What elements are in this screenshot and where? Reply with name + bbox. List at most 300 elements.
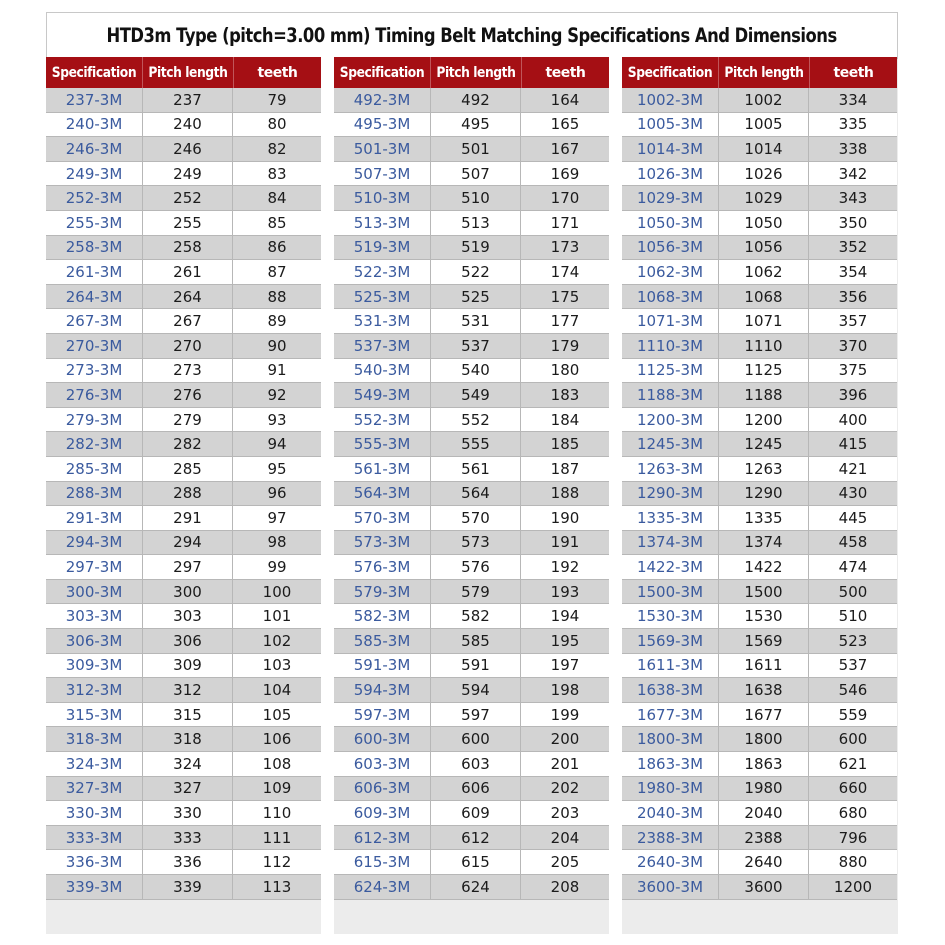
spec-cell[interactable]: 1245-3M xyxy=(622,432,719,456)
spec-cell[interactable]: 579-3M xyxy=(334,580,431,604)
teeth-cell: 89 xyxy=(267,312,287,331)
spec-cell[interactable]: 300-3M xyxy=(46,580,143,604)
table-row xyxy=(46,703,321,728)
spec-cell[interactable]: 1110-3M xyxy=(622,334,719,358)
table-row xyxy=(334,260,609,285)
spec-cell[interactable]: 1569-3M xyxy=(622,629,719,653)
spec-cell[interactable]: 288-3M xyxy=(46,482,143,506)
spec-cell[interactable]: 1800-3M xyxy=(622,727,719,751)
teeth-cell: 169 xyxy=(550,164,580,183)
pitch-length-cell: 513 xyxy=(431,211,521,235)
spec-cell[interactable]: 282-3M xyxy=(46,432,143,456)
pitch-length-cell: 255 xyxy=(143,211,233,235)
spec-cell[interactable]: 615-3M xyxy=(334,850,431,874)
pitch-length-cell: 537 xyxy=(431,334,521,358)
table-row xyxy=(622,211,897,236)
teeth-cell: 183 xyxy=(550,385,580,404)
pitch-length-cell: 1638 xyxy=(719,678,809,702)
spec-cell[interactable]: 1422-3M xyxy=(622,555,719,579)
pitch-length-cell: 525 xyxy=(431,285,521,309)
spec-cell[interactable]: 327-3M xyxy=(46,777,143,801)
table-row xyxy=(46,408,321,433)
spec-cell[interactable]: 537-3M xyxy=(334,334,431,358)
teeth-cell: 1200 xyxy=(833,877,873,896)
spec-cell[interactable]: 270-3M xyxy=(46,334,143,358)
pitch-length-cell: 237 xyxy=(143,88,233,112)
spec-cell[interactable]: 1290-3M xyxy=(622,482,719,506)
pitch-length-cell: 576 xyxy=(431,555,521,579)
spec-cell[interactable]: 315-3M xyxy=(46,703,143,727)
spec-cell[interactable]: 294-3M xyxy=(46,531,143,555)
spec-cell[interactable]: 1029-3M xyxy=(622,186,719,210)
teeth-cell: 111 xyxy=(262,828,292,847)
spec-cell[interactable]: 279-3M xyxy=(46,408,143,432)
pitch-length-cell: 240 xyxy=(143,113,233,137)
pitch-length-cell: 1062 xyxy=(719,260,809,284)
pitch-length-cell: 1029 xyxy=(719,186,809,210)
spec-cell[interactable]: 540-3M xyxy=(334,359,431,383)
pitch-length-cell: 612 xyxy=(431,826,521,850)
pitch-length-cell: 531 xyxy=(431,309,521,333)
spec-cell[interactable]: 249-3M xyxy=(46,162,143,186)
teeth-cell: 90 xyxy=(267,336,287,355)
pitch-length-cell: 318 xyxy=(143,727,233,751)
teeth-cell: 537 xyxy=(838,656,868,675)
teeth-cell: 198 xyxy=(550,681,580,700)
spec-cell[interactable]: 246-3M xyxy=(46,137,143,161)
spec-cell[interactable]: 306-3M xyxy=(46,629,143,653)
pitch-length-cell: 312 xyxy=(143,678,233,702)
header-cell xyxy=(334,57,431,88)
table-row xyxy=(622,359,897,384)
pitch-length-cell: 1005 xyxy=(719,113,809,137)
pitch-length-cell: 615 xyxy=(431,850,521,874)
teeth-cell: 113 xyxy=(262,877,292,896)
spec-cell[interactable]: 1200-3M xyxy=(622,408,719,432)
table-row xyxy=(46,826,321,851)
pitch-length-cell: 267 xyxy=(143,309,233,333)
table-row xyxy=(622,678,897,703)
table-row xyxy=(622,383,897,408)
table-row xyxy=(46,162,321,187)
spec-cell[interactable]: 1638-3M xyxy=(622,678,719,702)
table-header xyxy=(622,57,897,88)
spec-cell[interactable]: 264-3M xyxy=(46,285,143,309)
pitch-length-cell: 1677 xyxy=(719,703,809,727)
spec-cell[interactable]: 312-3M xyxy=(46,678,143,702)
spec-cell[interactable]: 1188-3M xyxy=(622,383,719,407)
spec-cell[interactable]: 291-3M xyxy=(46,506,143,530)
teeth-cell: 174 xyxy=(550,262,580,281)
spec-cell[interactable]: 2640-3M xyxy=(622,850,719,874)
spec-cell[interactable]: 531-3M xyxy=(334,309,431,333)
teeth-cell: 510 xyxy=(838,607,868,626)
header-cell xyxy=(810,57,897,88)
table-row xyxy=(46,260,321,285)
teeth-cell: 99 xyxy=(267,558,287,577)
spec-cell[interactable]: 2388-3M xyxy=(622,826,719,850)
spec-cell[interactable]: 597-3M xyxy=(334,703,431,727)
spec-cell[interactable]: 1050-3M xyxy=(622,211,719,235)
pitch-length-cell: 573 xyxy=(431,531,521,555)
teeth-cell: 180 xyxy=(550,361,580,380)
table-row xyxy=(334,432,609,457)
table-row xyxy=(334,359,609,384)
spec-cell[interactable]: 507-3M xyxy=(334,162,431,186)
table-row xyxy=(334,654,609,679)
header-cell xyxy=(719,57,810,88)
table-row xyxy=(334,211,609,236)
spec-cell[interactable]: 570-3M xyxy=(334,506,431,530)
table-row xyxy=(46,211,321,236)
spec-cell[interactable]: 303-3M xyxy=(46,604,143,628)
table-row xyxy=(46,457,321,482)
teeth-cell: 177 xyxy=(550,312,580,331)
spec-cell[interactable]: 492-3M xyxy=(334,88,431,112)
table-row xyxy=(334,777,609,802)
teeth-cell: 84 xyxy=(267,189,287,208)
pitch-length-cell: 501 xyxy=(431,137,521,161)
spec-cell[interactable]: 513-3M xyxy=(334,211,431,235)
pitch-length-cell: 276 xyxy=(143,383,233,407)
pitch-length-cell: 570 xyxy=(431,506,521,530)
table-row xyxy=(46,137,321,162)
pitch-length-cell: 1068 xyxy=(719,285,809,309)
table-row xyxy=(46,236,321,261)
spec-cell[interactable]: 1500-3M xyxy=(622,580,719,604)
pitch-length-cell: 519 xyxy=(431,236,521,260)
spec-cell[interactable]: 1677-3M xyxy=(622,703,719,727)
spec-cell[interactable]: 564-3M xyxy=(334,482,431,506)
table-row xyxy=(334,162,609,187)
table-row xyxy=(46,555,321,580)
pitch-length-cell: 564 xyxy=(431,482,521,506)
spec-cell[interactable]: 1014-3M xyxy=(622,137,719,161)
teeth-cell: 400 xyxy=(838,410,868,429)
spec-cell[interactable]: 1068-3M xyxy=(622,285,719,309)
table-row xyxy=(622,604,897,629)
teeth-cell: 338 xyxy=(838,139,868,158)
table-row xyxy=(622,309,897,334)
spec-cell[interactable]: 285-3M xyxy=(46,457,143,481)
header-cell xyxy=(522,57,609,88)
spec-cell[interactable]: 1026-3M xyxy=(622,162,719,186)
teeth-cell: 205 xyxy=(550,853,580,872)
teeth-cell: 88 xyxy=(267,287,287,306)
table-row xyxy=(334,555,609,580)
pitch-length-cell: 309 xyxy=(143,654,233,678)
spec-cell[interactable]: 240-3M xyxy=(46,113,143,137)
pitch-length-cell: 1422 xyxy=(719,555,809,579)
pitch-length-cell: 300 xyxy=(143,580,233,604)
pitch-length-cell: 1125 xyxy=(719,359,809,383)
spec-cell[interactable]: 1071-3M xyxy=(622,309,719,333)
teeth-cell: 105 xyxy=(262,705,292,724)
spec-cell[interactable]: 339-3M xyxy=(46,875,143,899)
spec-cell[interactable]: 336-3M xyxy=(46,850,143,874)
teeth-cell: 82 xyxy=(267,139,287,158)
pitch-length-cell: 330 xyxy=(143,801,233,825)
teeth-cell: 199 xyxy=(550,705,580,724)
table-row xyxy=(622,113,897,138)
spec-cell[interactable]: 258-3M xyxy=(46,236,143,260)
spec-cell[interactable]: 522-3M xyxy=(334,260,431,284)
spec-cell[interactable]: 1611-3M xyxy=(622,654,719,678)
pitch-length-cell: 273 xyxy=(143,359,233,383)
pitch-length-cell: 288 xyxy=(143,482,233,506)
table-row xyxy=(622,506,897,531)
spec-cell[interactable]: 594-3M xyxy=(334,678,431,702)
teeth-cell: 85 xyxy=(267,213,287,232)
table-row xyxy=(334,752,609,777)
table-row xyxy=(622,137,897,162)
spec-cell[interactable]: 309-3M xyxy=(46,654,143,678)
table-row xyxy=(334,334,609,359)
pitch-length-cell: 264 xyxy=(143,285,233,309)
pitch-length-cell: 2388 xyxy=(719,826,809,850)
spec-cell[interactable]: 561-3M xyxy=(334,457,431,481)
teeth-cell: 94 xyxy=(267,435,287,454)
pitch-length-cell: 336 xyxy=(143,850,233,874)
teeth-cell: 201 xyxy=(550,754,580,773)
spec-cell[interactable]: 1335-3M xyxy=(622,506,719,530)
pitch-length-cell: 261 xyxy=(143,260,233,284)
pitch-length-cell: 552 xyxy=(431,408,521,432)
teeth-cell: 600 xyxy=(838,730,868,749)
spec-cell[interactable]: 333-3M xyxy=(46,826,143,850)
pitch-length-cell: 597 xyxy=(431,703,521,727)
teeth-cell: 202 xyxy=(550,779,580,798)
teeth-cell: 415 xyxy=(838,435,868,454)
teeth-cell: 445 xyxy=(838,508,868,527)
table-row xyxy=(46,506,321,531)
teeth-cell: 375 xyxy=(838,361,868,380)
teeth-cell: 421 xyxy=(838,459,868,478)
teeth-cell: 203 xyxy=(550,804,580,823)
spec-cell[interactable]: 591-3M xyxy=(334,654,431,678)
table-row xyxy=(622,408,897,433)
table-row xyxy=(622,801,897,826)
spec-cell[interactable]: 501-3M xyxy=(334,137,431,161)
spec-cell[interactable]: 582-3M xyxy=(334,604,431,628)
table-row xyxy=(622,826,897,851)
table-row xyxy=(46,309,321,334)
spec-cell[interactable]: 324-3M xyxy=(46,752,143,776)
pitch-length-cell: 1569 xyxy=(719,629,809,653)
teeth-cell: 100 xyxy=(262,582,292,601)
table-row xyxy=(622,850,897,875)
spec-cell[interactable]: 552-3M xyxy=(334,408,431,432)
table-row xyxy=(622,752,897,777)
teeth-cell: 370 xyxy=(838,336,868,355)
teeth-cell: 796 xyxy=(838,828,868,847)
header-label: Specification xyxy=(51,64,137,81)
spec-cell[interactable]: 573-3M xyxy=(334,531,431,555)
teeth-cell: 208 xyxy=(550,877,580,896)
table-row xyxy=(334,285,609,310)
table-row xyxy=(46,383,321,408)
spec-cell[interactable]: 318-3M xyxy=(46,727,143,751)
spec-cell[interactable]: 549-3M xyxy=(334,383,431,407)
spec-cell[interactable]: 624-3M xyxy=(334,875,431,899)
spec-cell[interactable]: 1263-3M xyxy=(622,457,719,481)
spec-cell[interactable]: 261-3M xyxy=(46,260,143,284)
header-label: teeth xyxy=(833,64,874,81)
teeth-cell: 96 xyxy=(267,484,287,503)
table-row xyxy=(622,88,897,113)
pitch-length-cell: 582 xyxy=(431,604,521,628)
teeth-cell: 175 xyxy=(550,287,580,306)
spec-cell[interactable]: 576-3M xyxy=(334,555,431,579)
table-row xyxy=(334,678,609,703)
spec-cell[interactable]: 267-3M xyxy=(46,309,143,333)
table-header xyxy=(46,57,321,88)
table-row xyxy=(46,727,321,752)
header-cell xyxy=(431,57,522,88)
spec-cell[interactable]: 1374-3M xyxy=(622,531,719,555)
spec-cell[interactable]: 603-3M xyxy=(334,752,431,776)
pitch-length-cell: 1374 xyxy=(719,531,809,555)
pitch-length-cell: 297 xyxy=(143,555,233,579)
table-row xyxy=(622,285,897,310)
spec-cell[interactable]: 1863-3M xyxy=(622,752,719,776)
pitch-length-cell: 2640 xyxy=(719,850,809,874)
teeth-cell: 106 xyxy=(262,730,292,749)
table-row xyxy=(46,678,321,703)
spec-cell[interactable]: 555-3M xyxy=(334,432,431,456)
spec-cell[interactable]: 255-3M xyxy=(46,211,143,235)
pitch-length-cell: 285 xyxy=(143,457,233,481)
header-cell xyxy=(622,57,719,88)
spec-cell[interactable]: 1005-3M xyxy=(622,113,719,137)
table-row xyxy=(622,334,897,359)
spec-cell[interactable]: 276-3M xyxy=(46,383,143,407)
column-divider xyxy=(321,57,334,934)
spec-cell[interactable]: 525-3M xyxy=(334,285,431,309)
title-banner xyxy=(46,12,898,59)
table-row xyxy=(334,482,609,507)
pitch-length-cell: 555 xyxy=(431,432,521,456)
table-row xyxy=(622,432,897,457)
teeth-cell: 197 xyxy=(550,656,580,675)
spec-cell[interactable]: 1056-3M xyxy=(622,236,719,260)
table-row xyxy=(46,186,321,211)
spec-cell[interactable]: 1062-3M xyxy=(622,260,719,284)
spec-cell[interactable]: 2040-3M xyxy=(622,801,719,825)
pitch-length-cell: 594 xyxy=(431,678,521,702)
spec-cell[interactable]: 273-3M xyxy=(46,359,143,383)
pitch-length-cell: 1980 xyxy=(719,777,809,801)
table-row xyxy=(334,113,609,138)
spec-cell[interactable]: 237-3M xyxy=(46,88,143,112)
pitch-length-cell: 303 xyxy=(143,604,233,628)
spec-cell[interactable]: 3600-3M xyxy=(622,875,719,899)
teeth-cell: 430 xyxy=(838,484,868,503)
teeth-cell: 109 xyxy=(262,779,292,798)
table-row xyxy=(334,580,609,605)
spec-cell[interactable]: 519-3M xyxy=(334,236,431,260)
spec-cell[interactable]: 252-3M xyxy=(46,186,143,210)
spec-cell[interactable]: 330-3M xyxy=(46,801,143,825)
teeth-cell: 356 xyxy=(838,287,868,306)
pitch-length-cell: 249 xyxy=(143,162,233,186)
pitch-length-cell: 1014 xyxy=(719,137,809,161)
spec-cell[interactable]: 609-3M xyxy=(334,801,431,825)
spec-cell[interactable]: 297-3M xyxy=(46,555,143,579)
teeth-cell: 334 xyxy=(838,90,868,109)
spec-cell[interactable]: 1530-3M xyxy=(622,604,719,628)
page-title: HTD3m Type (pitch=3.00 mm) Timing Belt Matching Specifications And Dimensions xyxy=(106,24,838,47)
teeth-cell: 184 xyxy=(550,410,580,429)
table-row xyxy=(46,359,321,384)
pitch-length-cell: 315 xyxy=(143,703,233,727)
teeth-cell: 342 xyxy=(838,164,868,183)
spec-cell[interactable]: 1002-3M xyxy=(622,88,719,112)
spec-cell[interactable]: 495-3M xyxy=(334,113,431,137)
pitch-length-cell: 1530 xyxy=(719,604,809,628)
spec-cell[interactable]: 612-3M xyxy=(334,826,431,850)
table-row xyxy=(46,850,321,875)
header-label: Pitch length xyxy=(724,64,804,81)
teeth-cell: 680 xyxy=(838,804,868,823)
teeth-cell: 79 xyxy=(267,90,287,109)
spec-cell[interactable]: 606-3M xyxy=(334,777,431,801)
teeth-cell: 188 xyxy=(550,484,580,503)
table-row xyxy=(334,703,609,728)
table-row xyxy=(334,801,609,826)
pitch-length-cell: 3600 xyxy=(719,875,809,899)
pitch-length-cell: 1800 xyxy=(719,727,809,751)
spec-cell[interactable]: 510-3M xyxy=(334,186,431,210)
table-row xyxy=(622,555,897,580)
pitch-length-cell: 1863 xyxy=(719,752,809,776)
teeth-cell: 335 xyxy=(838,115,868,134)
pitch-length-cell: 1110 xyxy=(719,334,809,358)
table-row xyxy=(334,309,609,334)
header-label: teeth xyxy=(545,64,586,81)
spec-cell[interactable]: 1980-3M xyxy=(622,777,719,801)
spec-cell[interactable]: 600-3M xyxy=(334,727,431,751)
pitch-length-cell: 1245 xyxy=(719,432,809,456)
pitch-length-cell: 549 xyxy=(431,383,521,407)
table-row xyxy=(622,457,897,482)
pitch-length-cell: 495 xyxy=(431,113,521,137)
spec-cell[interactable]: 585-3M xyxy=(334,629,431,653)
pitch-length-cell: 258 xyxy=(143,236,233,260)
table-row xyxy=(334,137,609,162)
spec-sheet xyxy=(46,12,898,934)
teeth-cell: 171 xyxy=(550,213,580,232)
teeth-cell: 195 xyxy=(550,631,580,650)
teeth-cell: 110 xyxy=(262,804,292,823)
pitch-length-cell: 603 xyxy=(431,752,521,776)
table-row xyxy=(46,752,321,777)
pitch-length-cell: 282 xyxy=(143,432,233,456)
pitch-length-cell: 2040 xyxy=(719,801,809,825)
teeth-cell: 458 xyxy=(838,533,868,552)
spec-cell[interactable]: 1125-3M xyxy=(622,359,719,383)
table-row xyxy=(622,580,897,605)
pitch-length-cell: 327 xyxy=(143,777,233,801)
table-row xyxy=(334,186,609,211)
table-row xyxy=(622,260,897,285)
table-row xyxy=(46,801,321,826)
table-row xyxy=(622,703,897,728)
pitch-length-cell: 591 xyxy=(431,654,521,678)
table-row xyxy=(334,826,609,851)
teeth-cell: 87 xyxy=(267,262,287,281)
table-row xyxy=(46,604,321,629)
